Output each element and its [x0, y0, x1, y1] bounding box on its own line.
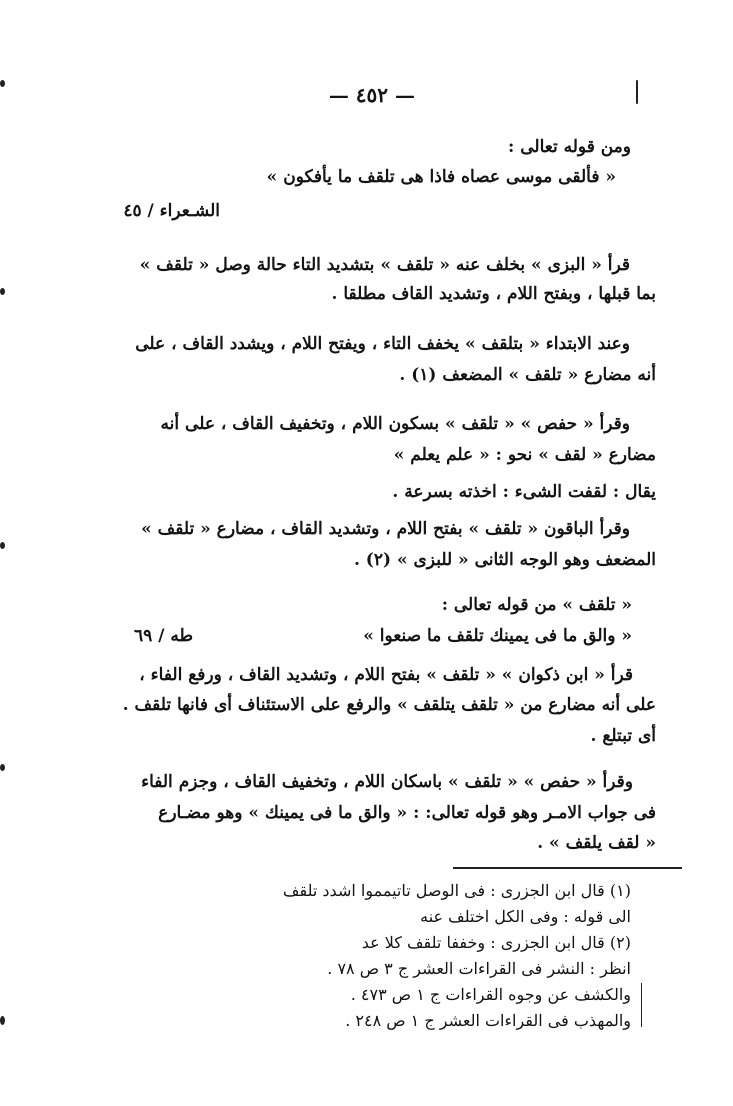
scan-speck: [0, 542, 5, 549]
body-line: فى جواب الامـر وهو قوله تعالى: : « والق ما فى يمينك » وهو مضـارع: [158, 803, 656, 823]
verse-quote: « والق ما فى يمينك تلقف ما صنعوا »: [363, 626, 632, 646]
scan-speck: [0, 288, 5, 295]
intro-line: ومن قوله تعالى :: [508, 137, 631, 157]
body-line: وعند الابتداء « بتلقف » يخفف التاء ، ويفتح اللام ، ويشدد القاف ، على: [135, 334, 630, 354]
scan-speck: [0, 764, 5, 771]
page-number: — ٤٥٢ —: [328, 83, 415, 107]
footnote-line: والكشف عن وجوه القراءات ج ١ ص ٤٧٣ .: [350, 985, 631, 1004]
scan-speck: [0, 80, 5, 87]
verse-quote: « فألقى موسى عصاه فاذا هى تلقف ما يأفكون »: [266, 167, 616, 187]
body-line: قرأ « ابن ذكوان » « تلقف » بفتح اللام ، وتشديد القاف ، ورفع الفاء ،: [139, 665, 633, 685]
scan-speck: [0, 1016, 5, 1025]
body-line: بما قبلها ، وبفتح اللام ، وتشديد القاف مطلقا .: [331, 284, 656, 304]
scan-speck: [641, 983, 642, 1027]
scan-speck: [636, 80, 638, 104]
body-line: أنه مضارع « تلقف » المضعف (١) .: [399, 365, 656, 385]
body-line: وقرأ « حفص » « تلقف » بسكون اللام ، وتخفيف القاف ، على أنه: [160, 414, 630, 434]
footnote-line: الى قوله : وفى الكل اختلف عنه: [420, 907, 631, 926]
footnote-line: انظر : النشر فى القراءات العشر ج ٣ ص ٧٨ .: [327, 959, 631, 978]
footnote-line: (٢) قال ابن الجزرى : وخففا تلقف كلا عد: [361, 933, 631, 952]
body-line: « لقف يلقف » .: [537, 833, 656, 853]
body-line: مضارع « لقف » نحو : « علم يعلم »: [393, 445, 656, 465]
body-line: المضعف وهو الوجه الثانى « للبزى » (٢) .: [353, 550, 656, 570]
footnote-line: والمهذب فى القراءات العشر ج ١ ص ٢٤٨ .: [345, 1011, 631, 1030]
footnote-line: (١) قال ابن الجزرى : فى الوصل تاتيمموا اشدد تلقف: [282, 881, 631, 900]
body-line: « تلقف » من قوله تعالى :: [441, 595, 632, 615]
footnote-divider: [453, 867, 682, 869]
body-line: قرأ « البزى » بخلف عنه « تلقف » بتشديد التاء حالة وصل « تلقف »: [139, 255, 630, 275]
verse-reference: طه / ٦٩: [134, 626, 193, 646]
verse-reference: الشـعراء / ٤٥: [123, 201, 220, 221]
body-line: يقال : لقفت الشىء : اخذته بسرعة .: [392, 482, 656, 502]
body-line: وقرأ « حفص » « تلقف » باسكان اللام ، وتخفيف القاف ، وجزم الفاء: [141, 772, 633, 792]
body-line: أى تبتلع .: [590, 726, 656, 746]
body-line: على أنه مضارع من « تلقف يتلقف » والرفع على الاستئناف أى فانها تلقف .: [122, 695, 656, 715]
body-line: وقرأ الباقون « تلقف » بفتح اللام ، وتشديد القاف ، مضارع « تلقف »: [141, 519, 630, 539]
